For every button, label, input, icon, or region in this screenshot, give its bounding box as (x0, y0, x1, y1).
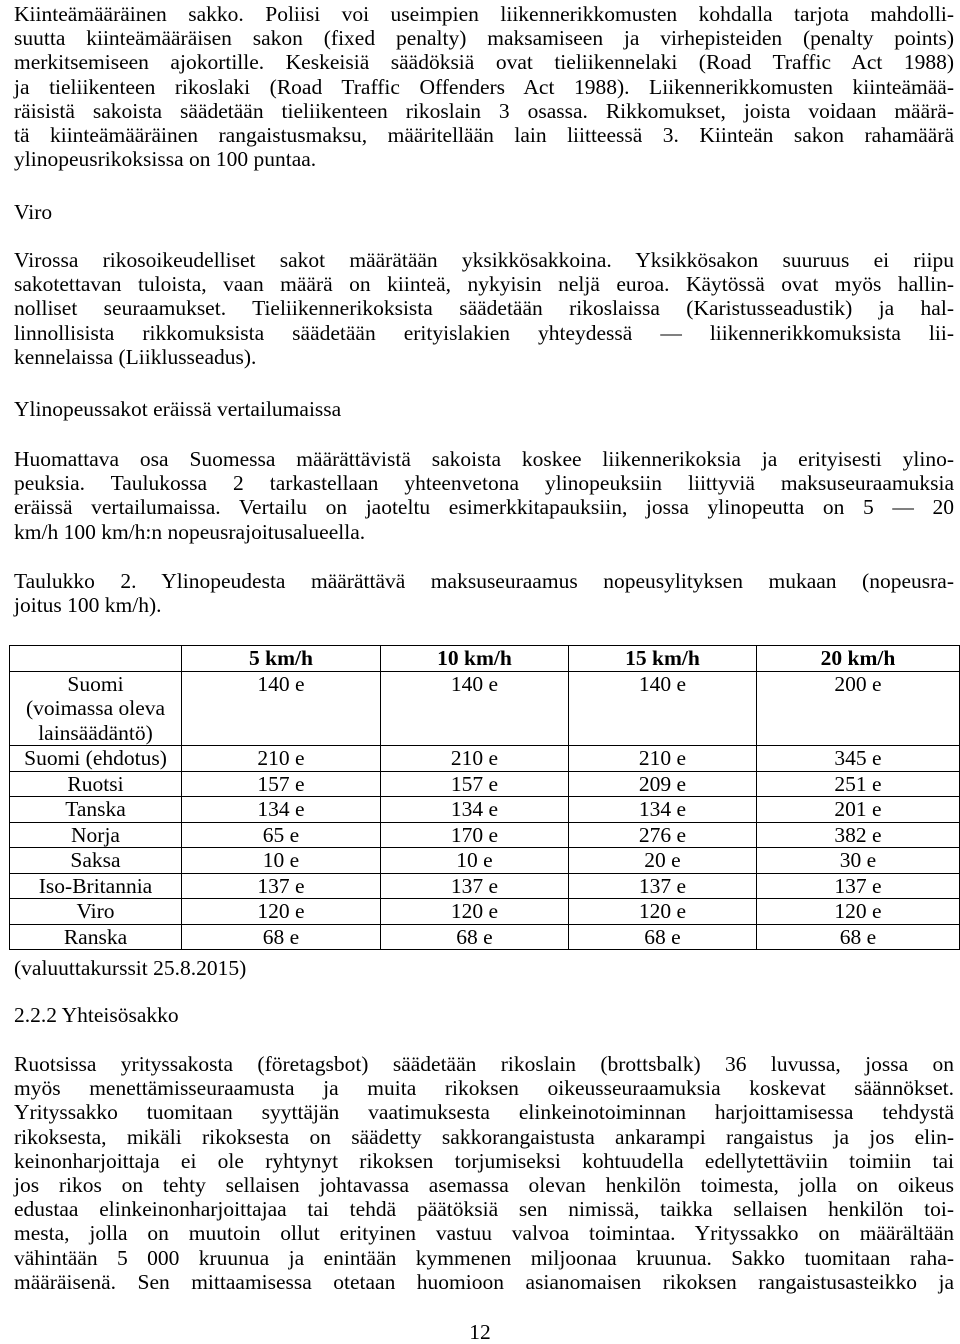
text-line: Virossa rikosoikeudelliset sakot määrätään yksikkösakkoina. Yksikkösakon suuruus ei riipu (14, 248, 954, 272)
table-cell-value: 157 e (182, 771, 381, 797)
table-cell-value: 210 e (182, 746, 381, 772)
page-number: 12 (469, 1320, 491, 1344)
table-cell-value: 20 e (569, 848, 757, 874)
table-cell-value: 200 e (757, 671, 960, 746)
section-heading-yhteisosakko: 2.2.2 Yhteisösakko (14, 1003, 179, 1027)
table-cell-country: Ranska (10, 924, 182, 950)
table-caption (14, 569, 954, 617)
table-row (10, 797, 960, 823)
table-row (10, 671, 960, 746)
table-note: (valuuttakurssit 25.8.2015) (14, 956, 247, 980)
table-cell-value: 140 e (569, 671, 757, 746)
text-line: Yrityssakko tuomitaan syyttäjän vaatimuksesta elinkeinotoiminnan harjoittamisessa tehdystä (14, 1100, 954, 1125)
text-line: km/h 100 km/h:n nopeusrajoitusalueella. (14, 519, 366, 544)
text-line: jos rikos on tehty sellaisen johtavassa asemassa olevan henkilön toimesta, jolla on oikeus (14, 1173, 954, 1198)
table-cell-value: 210 e (381, 746, 569, 772)
table-cell-value: 137 e (182, 873, 381, 899)
table-cell-country: Viro (10, 899, 182, 925)
table-header-cell: 15 km/h (569, 646, 757, 672)
table-cell-value: 68 e (182, 924, 381, 950)
text-line: tä kiinteämääräinen rangaistusmaksu, määritellään lain liitteessä 3. Kiinteän sakon rahamäärä (14, 123, 954, 148)
table-header-cell (10, 646, 182, 672)
text-line: sakotettavan tuloista, vaan määrä on kiinteä, nykyisin neljä euroa. Käytössä ovat myös hallin- (14, 272, 954, 297)
paragraph-yhteisosakko (14, 1052, 954, 1294)
table-cell-value: 134 e (381, 797, 569, 823)
table-row (10, 771, 960, 797)
table-row (10, 848, 960, 874)
table-cell-value: 10 e (182, 848, 381, 874)
text-line: ja tieliikenteen rikoslaki (Road Traffic Offenders Act 1988). Liikennerikkomusten kiinteämää- (14, 74, 954, 99)
table-cell-value: 140 e (182, 671, 381, 746)
text-line: Ruotsissa yrityssakosta (företagsbot) säädetään rikoslain (brottsbalk) 36 luvussa, jossa on (14, 1052, 954, 1076)
text-line: Taulukko 2. Ylinopeudesta määrättävä maksuseuraamus nopeusylityksen mukaan (nopeusra- (14, 569, 954, 593)
table-row (10, 899, 960, 925)
text-line: räisistä sakoista säädetään tieliikenteen rikoslain 3 osassa. Rikkomukset, joista voidaan määrä- (14, 98, 954, 123)
table-cell-value: 10 e (381, 848, 569, 874)
table-cell-country: Ruotsi (10, 771, 182, 797)
table-header-cell: 20 km/h (757, 646, 960, 672)
text-line: rikoksesta, mikäli rikoksesta on säädetty sakkorangaistusta ankarampi rangaistus ja jos elin- (14, 1124, 954, 1149)
section-heading-viro: Viro (14, 200, 53, 224)
table-row (10, 746, 960, 772)
text-line: keinonharjoittaja ei ole ryhtynyt rikoksen torjumiseksi kohtuudella edellytettäviin toimiin tai (14, 1148, 954, 1173)
table-cell-value: 345 e (757, 746, 960, 772)
table-cell-country: Tanska (10, 797, 182, 823)
table-cell-value: 120 e (757, 899, 960, 925)
table-cell-country: Iso-Britannia (10, 873, 182, 899)
table-cell-country: Norja (10, 822, 182, 848)
table-cell-value: 137 e (569, 873, 757, 899)
table-cell-value: 30 e (757, 848, 960, 874)
text-line: eräissä vertailumaissa. Vertailu on jaoteltu esimerkkitapauksiin, jossa ylinopeutta on 5 — 20 (14, 495, 954, 520)
paragraph-uk-fixed-penalty (14, 2, 954, 171)
table-cell-country: Suomi (ehdotus) (10, 746, 182, 772)
text-line: Huomattava osa Suomessa määrättävistä sakoista koskee liikennerikoksia ja erityisesti ylino- (14, 447, 954, 471)
text-line: mesta, jolla on muutoin ollut erityinen vastuu valvoa toimintaa. Yrityssakko on määrältään (14, 1221, 954, 1246)
table-cell-value: 68 e (569, 924, 757, 950)
text-line: ylinopeusrikoksissa on 100 puntaa. (14, 147, 317, 172)
table-cell-value: 68 e (381, 924, 569, 950)
text-line: kennelaissa (Liiklusseadus). (14, 344, 257, 369)
table-cell-value: 201 e (757, 797, 960, 823)
text-line: joitus 100 km/h). (14, 593, 162, 618)
text-line: suutta kiinteämääräisen sakon (fixed penalty) maksamiseen ja virhepisteiden (penalty points) (14, 26, 954, 51)
table-cell-value: 209 e (569, 771, 757, 797)
table-cell-value: 120 e (381, 899, 569, 925)
table-cell-value: 134 e (182, 797, 381, 823)
text-line: Kiinteämääräinen sakko. Poliisi voi useimpien liikennerikkomusten kohdalla tarjota mahdolli- (14, 2, 954, 26)
table-cell-value: 157 e (381, 771, 569, 797)
table-cell-value: 137 e (381, 873, 569, 899)
text-line: merkitsemiseen ajokortille. Keskeisiä säädöksiä ovat tieliikennelaki (Road Traffic Act 1988) (14, 50, 954, 75)
text-line: nolliset seuraamukset. Tieliikennerikoksista säädetään rikoslaissa (Karistusseadustik) ja hal- (14, 296, 954, 321)
table-row (10, 822, 960, 848)
table-body (10, 671, 960, 950)
table-cell-value: 137 e (757, 873, 960, 899)
table-cell-value: 68 e (757, 924, 960, 950)
table-cell-value: 210 e (569, 746, 757, 772)
table-row (10, 924, 960, 950)
table-row (10, 873, 960, 899)
table-header-row (10, 646, 960, 672)
table-header-cell: 5 km/h (182, 646, 381, 672)
table-cell-value: 251 e (757, 771, 960, 797)
table-cell-country: Saksa (10, 848, 182, 874)
table-header-cell: 10 km/h (381, 646, 569, 672)
table-cell-value: 276 e (569, 822, 757, 848)
text-line: linnollisista rikkomuksista säädetään erityislakien yhteydessä — liikennerikkomuksista lii- (14, 320, 954, 345)
table-cell-value: 134 e (569, 797, 757, 823)
text-line: vähintään 5 000 kruunua ja enintään kymmenen miljoonaa kruunua. Sakko tuomitaan raha- (14, 1245, 954, 1270)
table-cell-country: Suomi (voimassa oleva lainsäädäntö) (10, 671, 182, 746)
paragraph-viro (14, 248, 954, 369)
table-cell-value: 382 e (757, 822, 960, 848)
table-cell-value: 120 e (182, 899, 381, 925)
text-line: peuksia. Taulukossa 2 tarkastellaan yhteenvetona ylinopeuksiin liittyviä maksuseuraamuksia (14, 471, 954, 496)
speeding-fines-table (9, 645, 960, 950)
table-cell-value: 170 e (381, 822, 569, 848)
table-cell-value: 65 e (182, 822, 381, 848)
paragraph-ylinopeussakot (14, 447, 954, 544)
table-cell-value: 120 e (569, 899, 757, 925)
text-line: edustaa elinkeinonharjoittajaa tai tehdä päätöksiä sen nimissä, taikka sellaisen henkilön toi- (14, 1197, 954, 1222)
section-heading-ylinopeussakot: Ylinopeussakot eräissä vertailumaissa (14, 397, 342, 421)
table-cell-value: 140 e (381, 671, 569, 746)
text-line: määräisenä. Sen mittaamisessa otetaan huomioon asianomaisen rikoksen rangaistusasteikko ja (14, 1269, 954, 1294)
text-line: myös menettämisseuraamusta ja muita rikoksen oikeusseuraamuksia koskevat säännökset. (14, 1076, 954, 1101)
